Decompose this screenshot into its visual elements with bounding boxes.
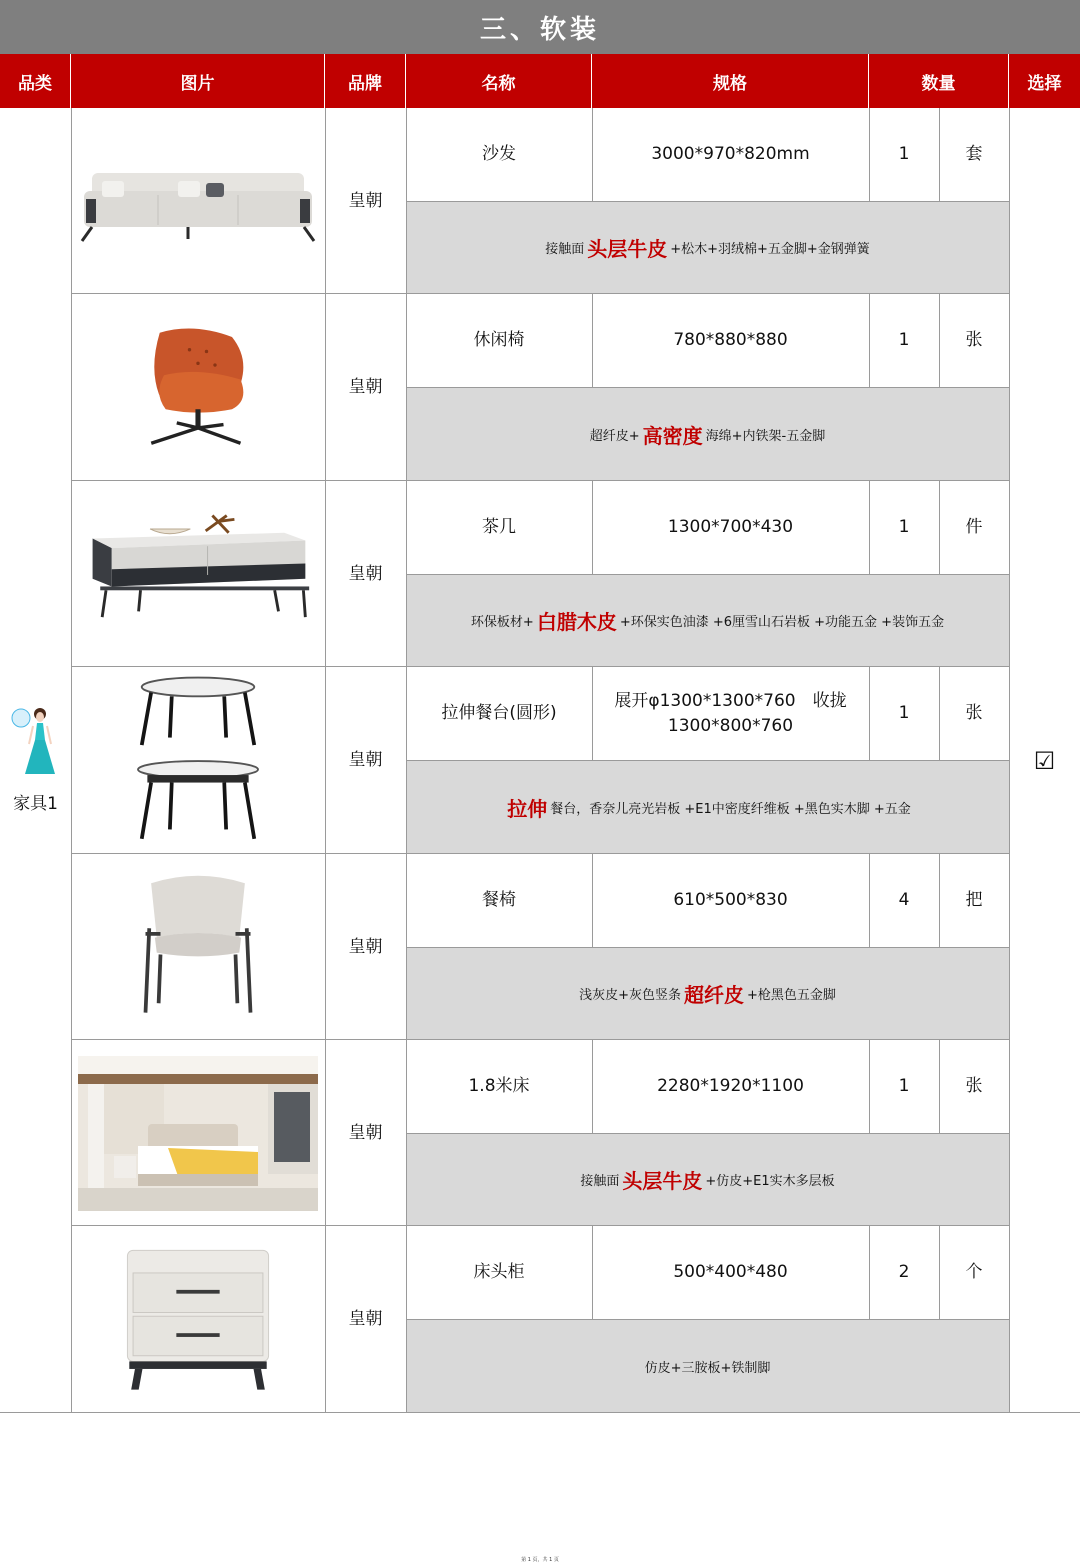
unit-cell: 个 [965, 1262, 983, 1282]
quantity-cell: 4 [898, 890, 910, 910]
coffee-table-icon [83, 509, 313, 639]
unit-cell: 套 [965, 144, 983, 164]
spec-cell: 3000*970*820mm [651, 144, 810, 164]
product-image [71, 1226, 325, 1413]
desc-suffix: 海绵+内铁架-五金脚 [705, 428, 826, 444]
brand-cell: 皇朝 [348, 936, 383, 957]
header-brand: 品牌 [325, 54, 406, 108]
material-description [406, 574, 1009, 667]
selected-checkbox[interactable]: ☑ [1033, 746, 1056, 775]
row-mid-divider [406, 1319, 1009, 1320]
mascot-icon [11, 704, 61, 778]
spec-cell: 780*880*880 [673, 330, 788, 350]
desc-highlight: 头层牛皮 [622, 1169, 703, 1193]
section-title: 三、软装 [0, 0, 1080, 54]
desc-prefix: 接触面 [580, 1174, 620, 1189]
column-divider [592, 1040, 593, 1133]
product-image [71, 294, 325, 481]
material-description [406, 387, 1009, 481]
column-divider [592, 1226, 593, 1319]
column-divider [869, 294, 870, 387]
header-image: 图片 [71, 54, 325, 108]
column-divider [592, 108, 593, 201]
header-name: 名称 [406, 54, 592, 108]
brand-cell: 皇朝 [348, 377, 383, 397]
row-mid-divider [406, 1133, 1009, 1134]
desc-suffix: +松木+羽绒棉+五金脚+金钢弹簧 [670, 242, 870, 257]
material-description [406, 201, 1009, 294]
spec-cell: 展开φ1300*1300*760 收拢 1300*800*760 [614, 690, 847, 736]
lounge-chair-icon [113, 313, 283, 463]
material-description [406, 947, 1009, 1040]
header-select: 选择 [1027, 73, 1062, 94]
column-divider [939, 1040, 940, 1133]
desc-highlight: 白腊木皮 [536, 610, 617, 634]
column-divider [592, 294, 593, 387]
quantity-cell: 1 [898, 144, 910, 164]
column-divider [939, 667, 940, 760]
name-cell: 1.8米床 [468, 1076, 530, 1096]
desc-highlight: 头层牛皮 [587, 237, 668, 261]
column-divider [869, 1226, 870, 1319]
brand-cell: 皇朝 [348, 750, 383, 770]
quantity-cell: 1 [898, 703, 910, 723]
table-bottom-border [0, 1412, 1080, 1413]
name-cell: 餐椅 [482, 890, 516, 910]
column-divider [592, 481, 593, 574]
column-divider [939, 481, 940, 574]
name-cell: 休闲椅 [473, 330, 525, 350]
row-mid-divider [406, 387, 1009, 388]
quantity-cell: 1 [898, 330, 910, 350]
quantity-cell: 2 [898, 1262, 910, 1282]
column-divider [939, 108, 940, 201]
unit-cell: 把 [965, 890, 983, 910]
column-divider [939, 294, 940, 387]
desc-highlight: 超纤皮 [684, 983, 744, 1007]
dining-table-icon [123, 668, 273, 854]
dining-chair-icon [123, 869, 273, 1025]
column-divider [406, 108, 407, 1413]
desc-prefix: 环保板材+ [470, 615, 534, 630]
column-divider [71, 108, 72, 1413]
unit-cell: 张 [965, 703, 983, 723]
name-cell: 床头柜 [473, 1262, 525, 1282]
desc-prefix: 超纤皮+ [589, 428, 640, 444]
category-cell [0, 108, 71, 1413]
desc-prefix: 仿皮+三胺板+铁制脚 [644, 1360, 771, 1376]
column-divider [869, 481, 870, 574]
desc-suffix: +环保实色油漆 +6厘雪山石岩板 +功能五金 +装饰五金 [619, 615, 945, 630]
brand-cell: 皇朝 [348, 563, 383, 584]
product-image [71, 481, 325, 667]
column-divider [939, 1226, 940, 1319]
unit-cell: 张 [965, 330, 983, 350]
row-mid-divider [406, 947, 1009, 948]
desc-suffix: +枪黑色五金脚 [747, 988, 836, 1003]
select-cell [1009, 108, 1080, 1413]
header-quantity: 数量 [869, 54, 1009, 108]
page-footer: 第 1 页，共 1 页 [521, 1557, 559, 1563]
unit-cell: 张 [965, 1076, 983, 1096]
brand-cell: 皇朝 [348, 1309, 383, 1329]
material-description [406, 760, 1009, 854]
spec-cell: 1300*700*430 [667, 517, 794, 537]
column-divider [1009, 108, 1010, 1413]
row-mid-divider [406, 201, 1009, 202]
desc-suffix: 餐台，香奈儿亮光岩板 +E1中密度纤维板 +黑色实木脚 +五金 [550, 801, 911, 817]
desc-prefix: 接触面 [545, 242, 585, 257]
product-image [71, 108, 325, 294]
desc-highlight: 高密度 [642, 423, 703, 448]
name-cell: 茶几 [482, 517, 516, 537]
spec-cell: 2280*1920*1100 [657, 1076, 804, 1096]
nightstand-icon [118, 1244, 278, 1396]
row-mid-divider [406, 574, 1009, 575]
product-image [71, 1040, 325, 1226]
column-divider [869, 1040, 870, 1133]
quantity-cell: 1 [898, 1076, 910, 1096]
column-divider [869, 854, 870, 947]
brand-cell: 皇朝 [348, 1122, 383, 1143]
row-mid-divider [406, 760, 1009, 761]
bed-icon [78, 1056, 318, 1211]
column-divider [592, 854, 593, 947]
unit-cell: 件 [965, 517, 983, 537]
furniture-table [0, 108, 1080, 1413]
name-cell: 拉伸餐台(圆形) [441, 703, 557, 723]
column-divider [592, 667, 593, 760]
brand-cell: 皇朝 [348, 190, 383, 211]
spec-cell: 500*400*480 [673, 1262, 788, 1282]
spec-cell: 610*500*830 [673, 890, 788, 910]
header-spec: 规格 [592, 54, 869, 108]
product-image [71, 667, 325, 854]
material-description [406, 1133, 1009, 1226]
quantity-cell: 1 [898, 517, 910, 537]
sofa-icon [78, 151, 318, 251]
column-divider [325, 108, 326, 1413]
column-divider [869, 108, 870, 201]
column-divider [939, 854, 940, 947]
column-divider [869, 667, 870, 760]
product-image [71, 854, 325, 1040]
header-category: 品类 [0, 54, 71, 108]
desc-suffix: +仿皮+E1实木多层板 [705, 1174, 835, 1189]
desc-prefix: 浅灰皮+灰色竖条 [579, 988, 681, 1003]
table-header [0, 54, 1080, 108]
desc-highlight: 拉伸 [507, 796, 548, 821]
name-cell: 沙发 [482, 144, 516, 164]
category-label: 家具1 [13, 794, 58, 814]
material-description [406, 1319, 1009, 1413]
